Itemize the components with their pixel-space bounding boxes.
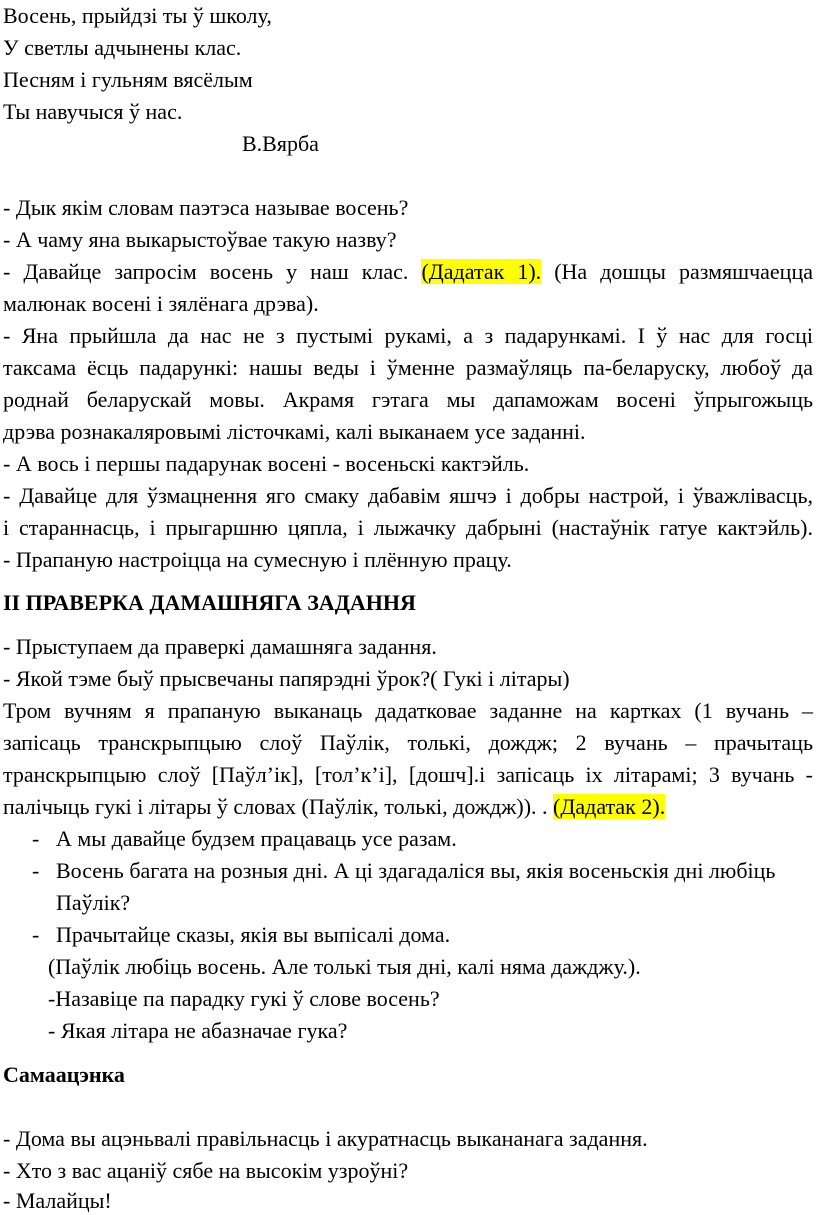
tune-line: - Прапаную настроіцца на сумесную і плённую працу. bbox=[3, 547, 512, 572]
poem-line-4: Ты навучыся ў нас. bbox=[3, 99, 183, 124]
appendix-2-link: (Дадатак 2). bbox=[553, 794, 666, 819]
letter-question: - Якая літара не абазначае гука? bbox=[48, 1018, 348, 1043]
bullet-dash-1: - bbox=[32, 826, 40, 851]
poem-author: В.Вярба bbox=[242, 131, 319, 156]
question-2: - А чаму яна выкарыстоўвае такую назву? bbox=[3, 227, 397, 252]
bullet-3: Прачытайце сказы, якія вы выпісалі дома. bbox=[56, 922, 451, 947]
gifts-line-1: - Яна прыйшла да нас не з пустымі рукамі, а з падарункамі. І ў нас для госці bbox=[3, 323, 813, 348]
self-assess-line-2: - Хто з вас ацаніў сябе на высокім узроўні? bbox=[3, 1158, 409, 1183]
task-line-3: транскрыпцыю слоў [Паўл’ік], [тол’к’і], [дошч].і запісаць іх літарамі; 3 вучань - bbox=[3, 762, 813, 787]
task-line-2: запісаць транскрыпцыю слоў Паўлік, толькі, дождж; 2 вучань – прачытаць bbox=[3, 730, 813, 755]
self-assess-line-3: - Малайцы! bbox=[3, 1188, 112, 1213]
sentence-line: (Паўлік любіць восень. Але толькі тыя дні, калі няма дажджу.). bbox=[48, 954, 641, 979]
section-2-heading: II ПРАВЕРКА ДАМАШНЯГА ЗАДАННЯ bbox=[3, 590, 416, 615]
poem-line-2: У светлы адчынены клас. bbox=[3, 35, 242, 60]
gifts-line-3: роднай беларускай мовы. Акрамя гэтага мы дапаможам восені ўпрыгожыць bbox=[3, 387, 813, 412]
bullet-2-cont: Паўлік? bbox=[56, 890, 131, 915]
task-line-4 bbox=[3, 794, 665, 820]
poem-line-3: Песням і гульням вясёлым bbox=[3, 67, 253, 92]
self-assess-line-1: - Дома вы ацэньвалі правільнасць і акуратнасць выкананага задання. bbox=[3, 1126, 648, 1151]
task-line-1: Тром вучням я прапаную выканаць дадатковае заданне на картках (1 вучань – bbox=[3, 698, 813, 723]
gifts-line-4: дрэва рознакаляровымі лісточкамі, калі выканаем усе заданні. bbox=[3, 419, 586, 444]
add-line-2: і стараннасць, і прыгаршню цяпла, і лыжачку дабрыні (настаўнік гатуе кактэйль). bbox=[3, 515, 813, 540]
appendix-1-link: (Дадатак 1). bbox=[421, 259, 542, 284]
task-line-4-text: палічыць гукі і літары ў словах (Паўлік, толькі, дождж)). . bbox=[3, 794, 548, 819]
invite-line-2: малюнак восені і зялёнага дрэва). bbox=[3, 291, 319, 316]
bullet-dash-3: - bbox=[32, 922, 40, 947]
bullet-dash-2: - bbox=[32, 858, 40, 883]
check-line-2: - Якой тэме быў прысвечаны папярэдні ўрок?( Гукі і літары) bbox=[3, 666, 570, 691]
add-line-1: - Давайце для ўзмацнення яго смаку дабавім яшчэ і добры настрой, і ўважлівасць, bbox=[3, 483, 813, 508]
bullet-1: А мы давайце будзем працаваць усе разам. bbox=[56, 826, 457, 851]
question-1: - Дык якім словам паэтэса называе восень? bbox=[3, 195, 409, 220]
sounds-question: -Назавіце па парадку гукі ў слове восень? bbox=[48, 986, 440, 1011]
invite-line bbox=[3, 259, 813, 285]
invite-text: - Давайце запросім восень у наш клас. bbox=[3, 259, 409, 284]
invite-note: (На дошцы размяшчаецца bbox=[554, 259, 813, 284]
bullet-2: Восень багата на розныя дні. А ці здагадаліся вы, якія восеньскія дні любіць bbox=[56, 858, 776, 883]
poem-line-1: Восень, прыйдзі ты ў школу, bbox=[3, 3, 272, 28]
check-line-1: - Прыступаем да праверкі дамашняга задання. bbox=[3, 634, 437, 659]
cocktail-line: - А вось і першы падарунак восені - восеньскі кактэйль. bbox=[3, 451, 530, 476]
section-3-heading: Самаацэнка bbox=[3, 1062, 125, 1087]
gifts-line-2: таксама ёсць падарункі: нашы веды і ўменне размаўляць па-беларуску, любоў да bbox=[3, 355, 813, 380]
